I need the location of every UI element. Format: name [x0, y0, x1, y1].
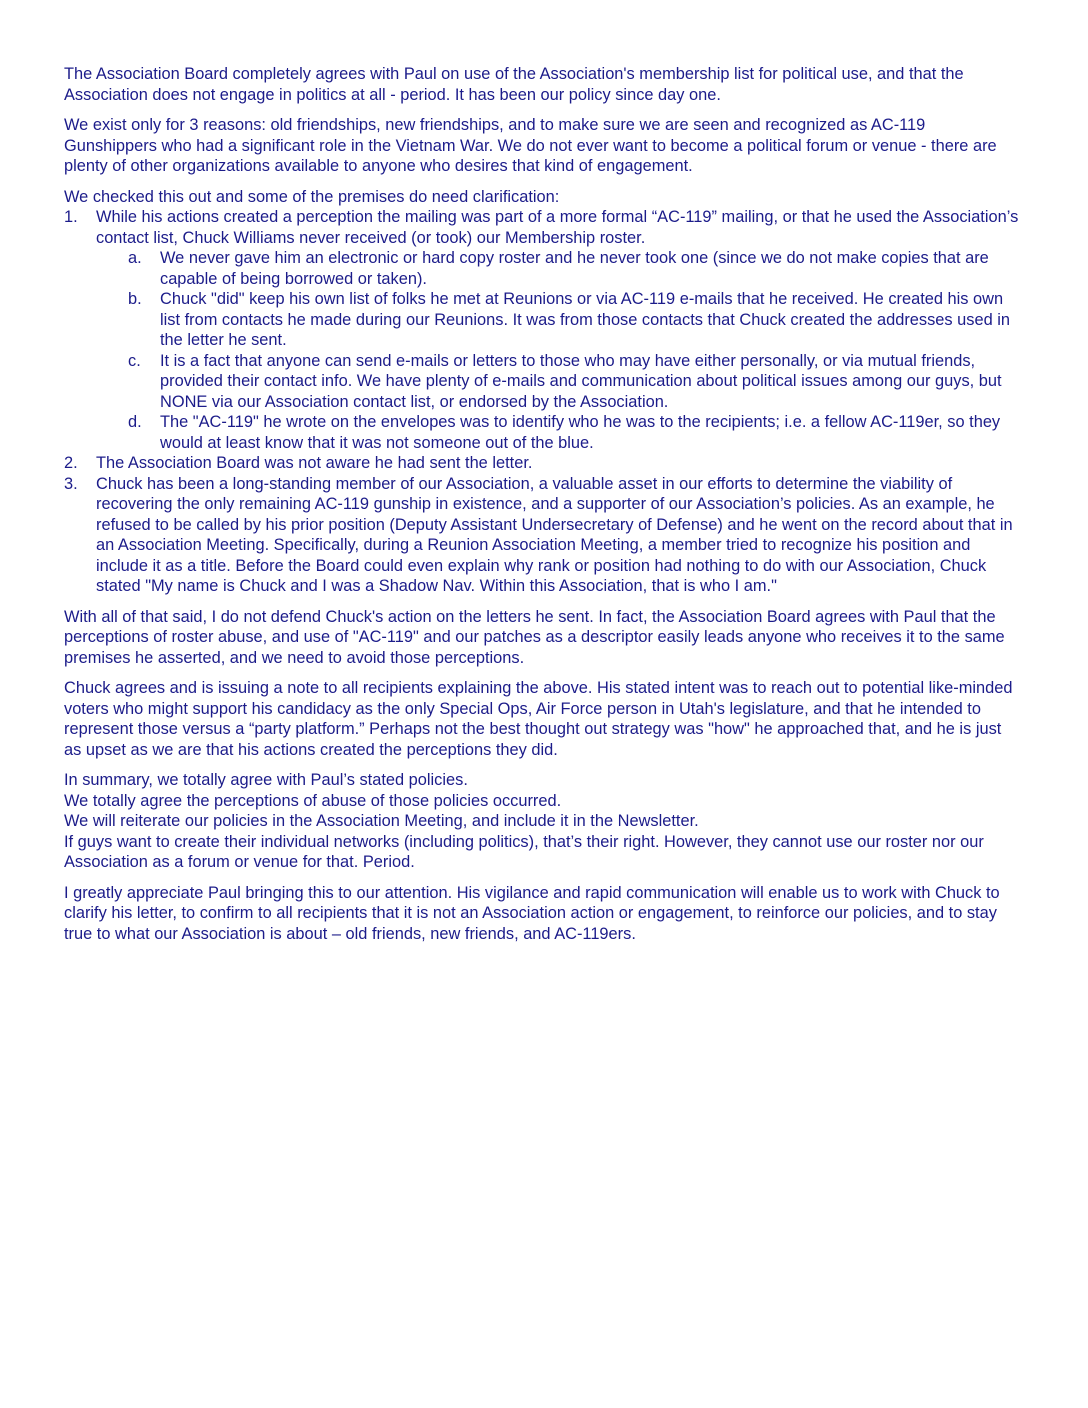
- list-marker: 1.: [64, 208, 78, 226]
- list-item-text: While his actions created a perception the mailing was part of a more formal “AC-119” mailing, or that he used the Association’s contact list, Chuck Williams never received (or took) our Membership roster.: [96, 208, 1019, 247]
- sub-list-item-text: The "AC-119" he wrote on the envelopes was to identify who he was to the recipients; i.e. a fellow AC-119er, so they would at least know that it was not someone out of the blue.: [160, 413, 1001, 452]
- list-item-2: [64, 453, 1020, 474]
- paragraph-appreciation: I greatly appreciate Paul bringing this to our attention. His vigilance and rapid communication will enable us to work with Chuck to clarify his letter, to confirm to all recipients that it is not an Association action or engagement, to reinforce our policies, and to stay true to what our Association is about – old friends, new friends, and AC-119ers.: [64, 883, 1000, 943]
- list-item-1: [64, 207, 1020, 453]
- sub-list-item-text: Chuck "did" keep his own list of folks he met at Reunions or via AC-119 e-mails that he received. He created his own list from contacts he made during our Reunions. It was from those contacts that Chuck created the addresses used in the letter he sent.: [160, 290, 1011, 349]
- paragraph-board-agrees: The Association Board completely agrees with Paul on use of the Association's membership list for political use, and that the Association does not engage in politics at all - period. It has been our policy since day one.: [64, 65, 964, 104]
- list-item-text: The Association Board was not aware he had sent the letter.: [96, 454, 533, 472]
- sub-list-item-c: [128, 351, 1020, 413]
- paragraph-clarification-intro: We checked this out and some of the premises do need clarification:: [64, 187, 560, 206]
- sub-list-item-d: [128, 412, 1020, 453]
- paragraph-chuck-agrees: Chuck agrees and is issuing a note to all recipients explaining the above. His stated intent was to reach out to potential like-minded voters who might support his candidacy as the only Special Ops, Air Force person in Utah's legislature, and that he intended to represent those versus a “party platform.” Perhaps not the best thought out strategy was "how" he approached that, and he is just as upset as we are that his actions created the perceptions they did.: [64, 679, 1013, 759]
- list-item-text: Chuck has been a long-standing member of our Association, a valuable asset in our efforts to determine the viability of recovering the only remaining AC-119 gunship in existence, and a supporter of our Association’s policies. As an example, he refused to be called by his prior position (Deputy Assistant Undersecretary of Defense) and he went on the record about that in an Association Meeting. Specifically, during a Reunion Association Meeting, a member tried to recognize his position and include it as a title. Before the Board could even explain why rank or position had nothing to do with our Association, Chuck stated "My name is Chuck and I was a Shadow Nav. Within this Association, that is who I am.": [96, 474, 1013, 595]
- list-item-3: [64, 474, 1020, 597]
- list-marker: 3.: [64, 474, 78, 493]
- summary-line: In summary, we totally agree with Paul’s stated policies.: [64, 771, 468, 789]
- paragraph-three-reasons: We exist only for 3 reasons: old friendships, new friendships, and to make sure we are seen and recognized as AC-119 Gunshippers who had a significant role in the Vietnam War. We do not ever want to become a political forum or venue - there are plenty of other organizations available to anyone who desires that kind of engagement.: [64, 116, 997, 175]
- sub-list-item-text: We never gave him an electronic or hard copy roster and he never took one (since we do not make copies that are capable of being borrowed or taken).: [160, 249, 989, 288]
- sub-list-marker: a.: [128, 249, 142, 267]
- paragraph-not-defend: With all of that said, I do not defend Chuck's action on the letters he sent. In fact, the Association Board agrees with Paul that the perceptions of roster abuse, and use of "AC-119" and our patches as a descriptor easily leads anyone who receives it to the same premises he asserted, and we need to avoid those perceptions.: [64, 607, 1005, 667]
- summary-block: [64, 770, 1020, 873]
- sub-list: [96, 248, 1020, 453]
- clarification-list: [64, 207, 1020, 597]
- sub-list-marker: b.: [128, 290, 142, 308]
- sub-list-item-b: [128, 289, 1020, 351]
- sub-list-item-text: It is a fact that anyone can send e-mails or letters to those who may have either personally, or via mutual friends, provided their contact info. We have plenty of e-mails and communication about political issues among our guys, but NONE via our Association contact list, or endorsed by the Association.: [160, 351, 1002, 411]
- list-marker: 2.: [64, 454, 78, 472]
- document-page: [64, 64, 1020, 954]
- sub-list-marker: d.: [128, 413, 142, 431]
- summary-line: If guys want to create their individual networks (including politics), that’s their right. However, they cannot use our roster nor our Association as a forum or venue for that. Period.: [64, 832, 984, 871]
- summary-line: We will reiterate our policies in the Association Meeting, and include it in the Newsletter.: [64, 812, 699, 830]
- summary-line: We totally agree the perceptions of abuse of those policies occurred.: [64, 791, 562, 810]
- sub-list-marker: c.: [128, 351, 141, 370]
- sub-list-item-a: [128, 248, 1020, 289]
